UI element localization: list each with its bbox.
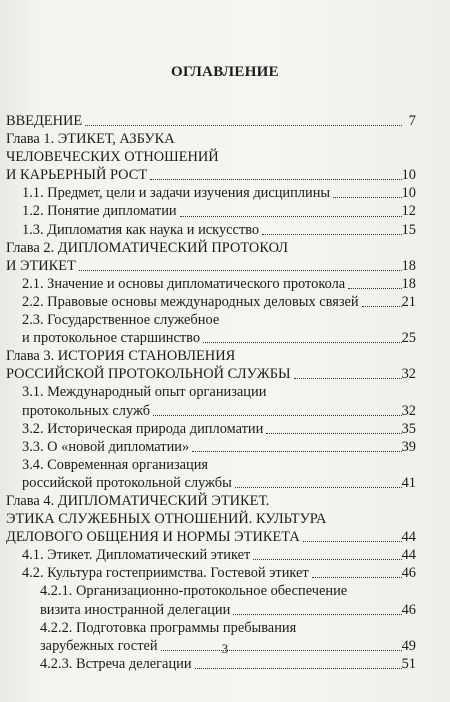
dot-leader bbox=[294, 376, 402, 379]
toc-entry bbox=[6, 257, 416, 275]
toc-entry-text: 3.3. О «новой дипломатии» bbox=[22, 438, 190, 455]
toc-entry-text: ДЕЛОВОГО ОБЩЕНИЯ И НОРМЫ ЭТИКЕТА bbox=[6, 529, 300, 546]
dot-leader bbox=[150, 177, 402, 180]
toc-entry-page: 32 bbox=[401, 402, 416, 419]
toc-entry bbox=[6, 365, 416, 383]
toc-entry bbox=[6, 112, 416, 130]
dot-leader bbox=[153, 413, 402, 416]
toc-entry-page: 21 bbox=[401, 293, 416, 310]
toc-entry-page: 25 bbox=[401, 330, 416, 347]
page-number: 3 bbox=[221, 641, 229, 656]
toc-entry bbox=[6, 601, 416, 619]
toc-entry bbox=[6, 275, 416, 293]
toc-entry bbox=[6, 420, 416, 438]
toc-entry-text: 4.1. Этикет. Дипломатический этикет bbox=[22, 547, 251, 564]
toc-entry bbox=[6, 655, 416, 673]
dot-leader bbox=[195, 666, 402, 669]
toc-entry-page: 18 bbox=[401, 257, 416, 274]
toc-entry-page: 44 bbox=[401, 529, 416, 546]
dot-leader bbox=[235, 485, 402, 488]
toc-entry bbox=[6, 347, 416, 365]
toc-entry bbox=[6, 239, 416, 257]
toc-entry-text: 3.1. Международный опыт организации bbox=[22, 384, 267, 401]
toc-entry-text: Глава 4. ДИПЛОМАТИЧЕСКИЙ ЭТИКЕТ. bbox=[6, 492, 270, 509]
dot-leader bbox=[233, 612, 402, 615]
dot-leader bbox=[303, 539, 402, 542]
toc-entry bbox=[6, 564, 416, 582]
dot-leader bbox=[362, 304, 402, 307]
toc-entry-text: Глава 2. ДИПЛОМАТИЧЕСКИЙ ПРОТОКОЛ bbox=[6, 239, 288, 256]
toc-entry bbox=[6, 528, 416, 546]
toc-entry bbox=[6, 329, 416, 347]
toc-entry-page: 18 bbox=[401, 275, 416, 292]
toc-entry bbox=[6, 184, 416, 202]
toc-entry-text: визита иностранной делегации bbox=[40, 601, 231, 618]
toc-entry-text: РОССИЙСКОЙ ПРОТОКОЛЬНОЙ СЛУЖБЫ bbox=[6, 366, 291, 383]
dot-leader bbox=[348, 286, 402, 289]
toc-entry-text: Глава 1. ЭТИКЕТ, АЗБУКА bbox=[6, 131, 175, 148]
toc-entry bbox=[6, 474, 416, 492]
toc-entry-text: ЧЕЛОВЕЧЕСКИХ ОТНОШЕНИЙ bbox=[6, 149, 219, 166]
toc-entry bbox=[6, 311, 416, 329]
toc-entry-text: 3.4. Современная организация bbox=[22, 456, 209, 473]
dot-leader bbox=[262, 232, 402, 235]
toc-entry bbox=[6, 130, 416, 148]
toc-entry-text: 3.2. Историческая природа дипломатии bbox=[22, 420, 264, 437]
dot-leader bbox=[253, 557, 402, 560]
toc-entry-text: 1.1. Предмет, цели и задачи изучения дисциплины bbox=[22, 185, 331, 202]
toc-entry bbox=[6, 510, 416, 528]
toc-entry-text: 4.2.1. Организационно-протокольное обеспечение bbox=[40, 583, 348, 600]
toc-entry-page: 46 bbox=[401, 601, 416, 618]
toc-entry-text: 2.1. Значение и основы дипломатического протокола bbox=[22, 275, 346, 292]
toc-entry-page: 10 bbox=[401, 167, 416, 184]
toc-entry-text: 2.3. Государственное служебное bbox=[22, 312, 220, 329]
dot-leader bbox=[180, 214, 402, 217]
toc-entry-text: и протокольное старшинство bbox=[22, 330, 201, 347]
dot-leader bbox=[266, 431, 402, 434]
toc-entry-text: 4.2.3. Встреча делегации bbox=[40, 655, 192, 672]
toc-entry-text: зарубежных гостей bbox=[40, 637, 158, 654]
toc-entry-text: И КАРЬЕРНЫЙ РОСТ bbox=[6, 167, 148, 184]
toc-entry bbox=[6, 202, 416, 220]
toc-entry-page: 35 bbox=[401, 420, 416, 437]
toc-entry-page: 12 bbox=[401, 203, 416, 220]
toc-entry-text: российской протокольной службы bbox=[22, 474, 232, 491]
toc-entry-text: 2.2. Правовые основы международных деловых связей bbox=[22, 293, 359, 310]
toc-entry bbox=[6, 148, 416, 166]
toc-entry bbox=[6, 492, 416, 510]
toc-entry-page: 51 bbox=[401, 655, 416, 672]
toc-entry bbox=[6, 546, 416, 564]
toc-entry bbox=[6, 221, 416, 239]
toc-entry-text: Глава 3. ИСТОРИЯ СТАНОВЛЕНИЯ bbox=[6, 348, 236, 365]
dot-leader bbox=[333, 195, 402, 198]
toc-entry-page: 41 bbox=[401, 474, 416, 491]
toc-entry-text: 4.2.2. Подготовка программы пребывания bbox=[40, 619, 297, 636]
toc-entry bbox=[6, 293, 416, 311]
toc-entry-text: 1.2. Понятие дипломатии bbox=[22, 203, 177, 220]
toc-entry-page: 46 bbox=[401, 565, 416, 582]
toc-entry bbox=[6, 402, 416, 420]
toc-entry bbox=[6, 582, 416, 600]
toc-entry-text: 4.2. Культура гостеприимства. Гостевой этикет bbox=[22, 565, 309, 582]
toc-entry-text: ВВЕДЕНИЕ bbox=[6, 113, 83, 129]
toc-entry-page: 44 bbox=[401, 547, 416, 564]
toc-entry-page: 7 bbox=[408, 113, 416, 129]
dot-leader bbox=[79, 268, 402, 271]
dot-leader bbox=[203, 340, 402, 343]
dot-leader bbox=[85, 123, 402, 126]
toc-entry bbox=[6, 166, 416, 184]
toc-entry-page: 10 bbox=[401, 185, 416, 202]
toc-entry-text: И ЭТИКЕТ bbox=[6, 257, 76, 274]
toc-entry-page: 15 bbox=[401, 221, 416, 238]
toc-entry-page: 32 bbox=[401, 366, 416, 383]
toc-entry-text: ЭТИКА СЛУЖЕБНЫХ ОТНОШЕНИЙ. КУЛЬТУРА bbox=[6, 511, 327, 528]
toc-entry-text: 1.3. Дипломатия как наука и искусство bbox=[22, 221, 260, 238]
toc-entry bbox=[6, 438, 416, 456]
toc-entry bbox=[6, 619, 416, 637]
dot-leader bbox=[192, 449, 402, 452]
toc-entry bbox=[6, 383, 416, 401]
toc-entry bbox=[6, 456, 416, 474]
table-of-contents bbox=[6, 112, 416, 673]
toc-title: ОГЛАВЛЕНИЕ bbox=[171, 64, 279, 80]
dot-leader bbox=[312, 575, 402, 578]
toc-entry-page: 39 bbox=[401, 438, 416, 455]
toc-entry-page: 49 bbox=[401, 637, 416, 654]
toc-entry-text: протокольных служб bbox=[22, 402, 151, 419]
